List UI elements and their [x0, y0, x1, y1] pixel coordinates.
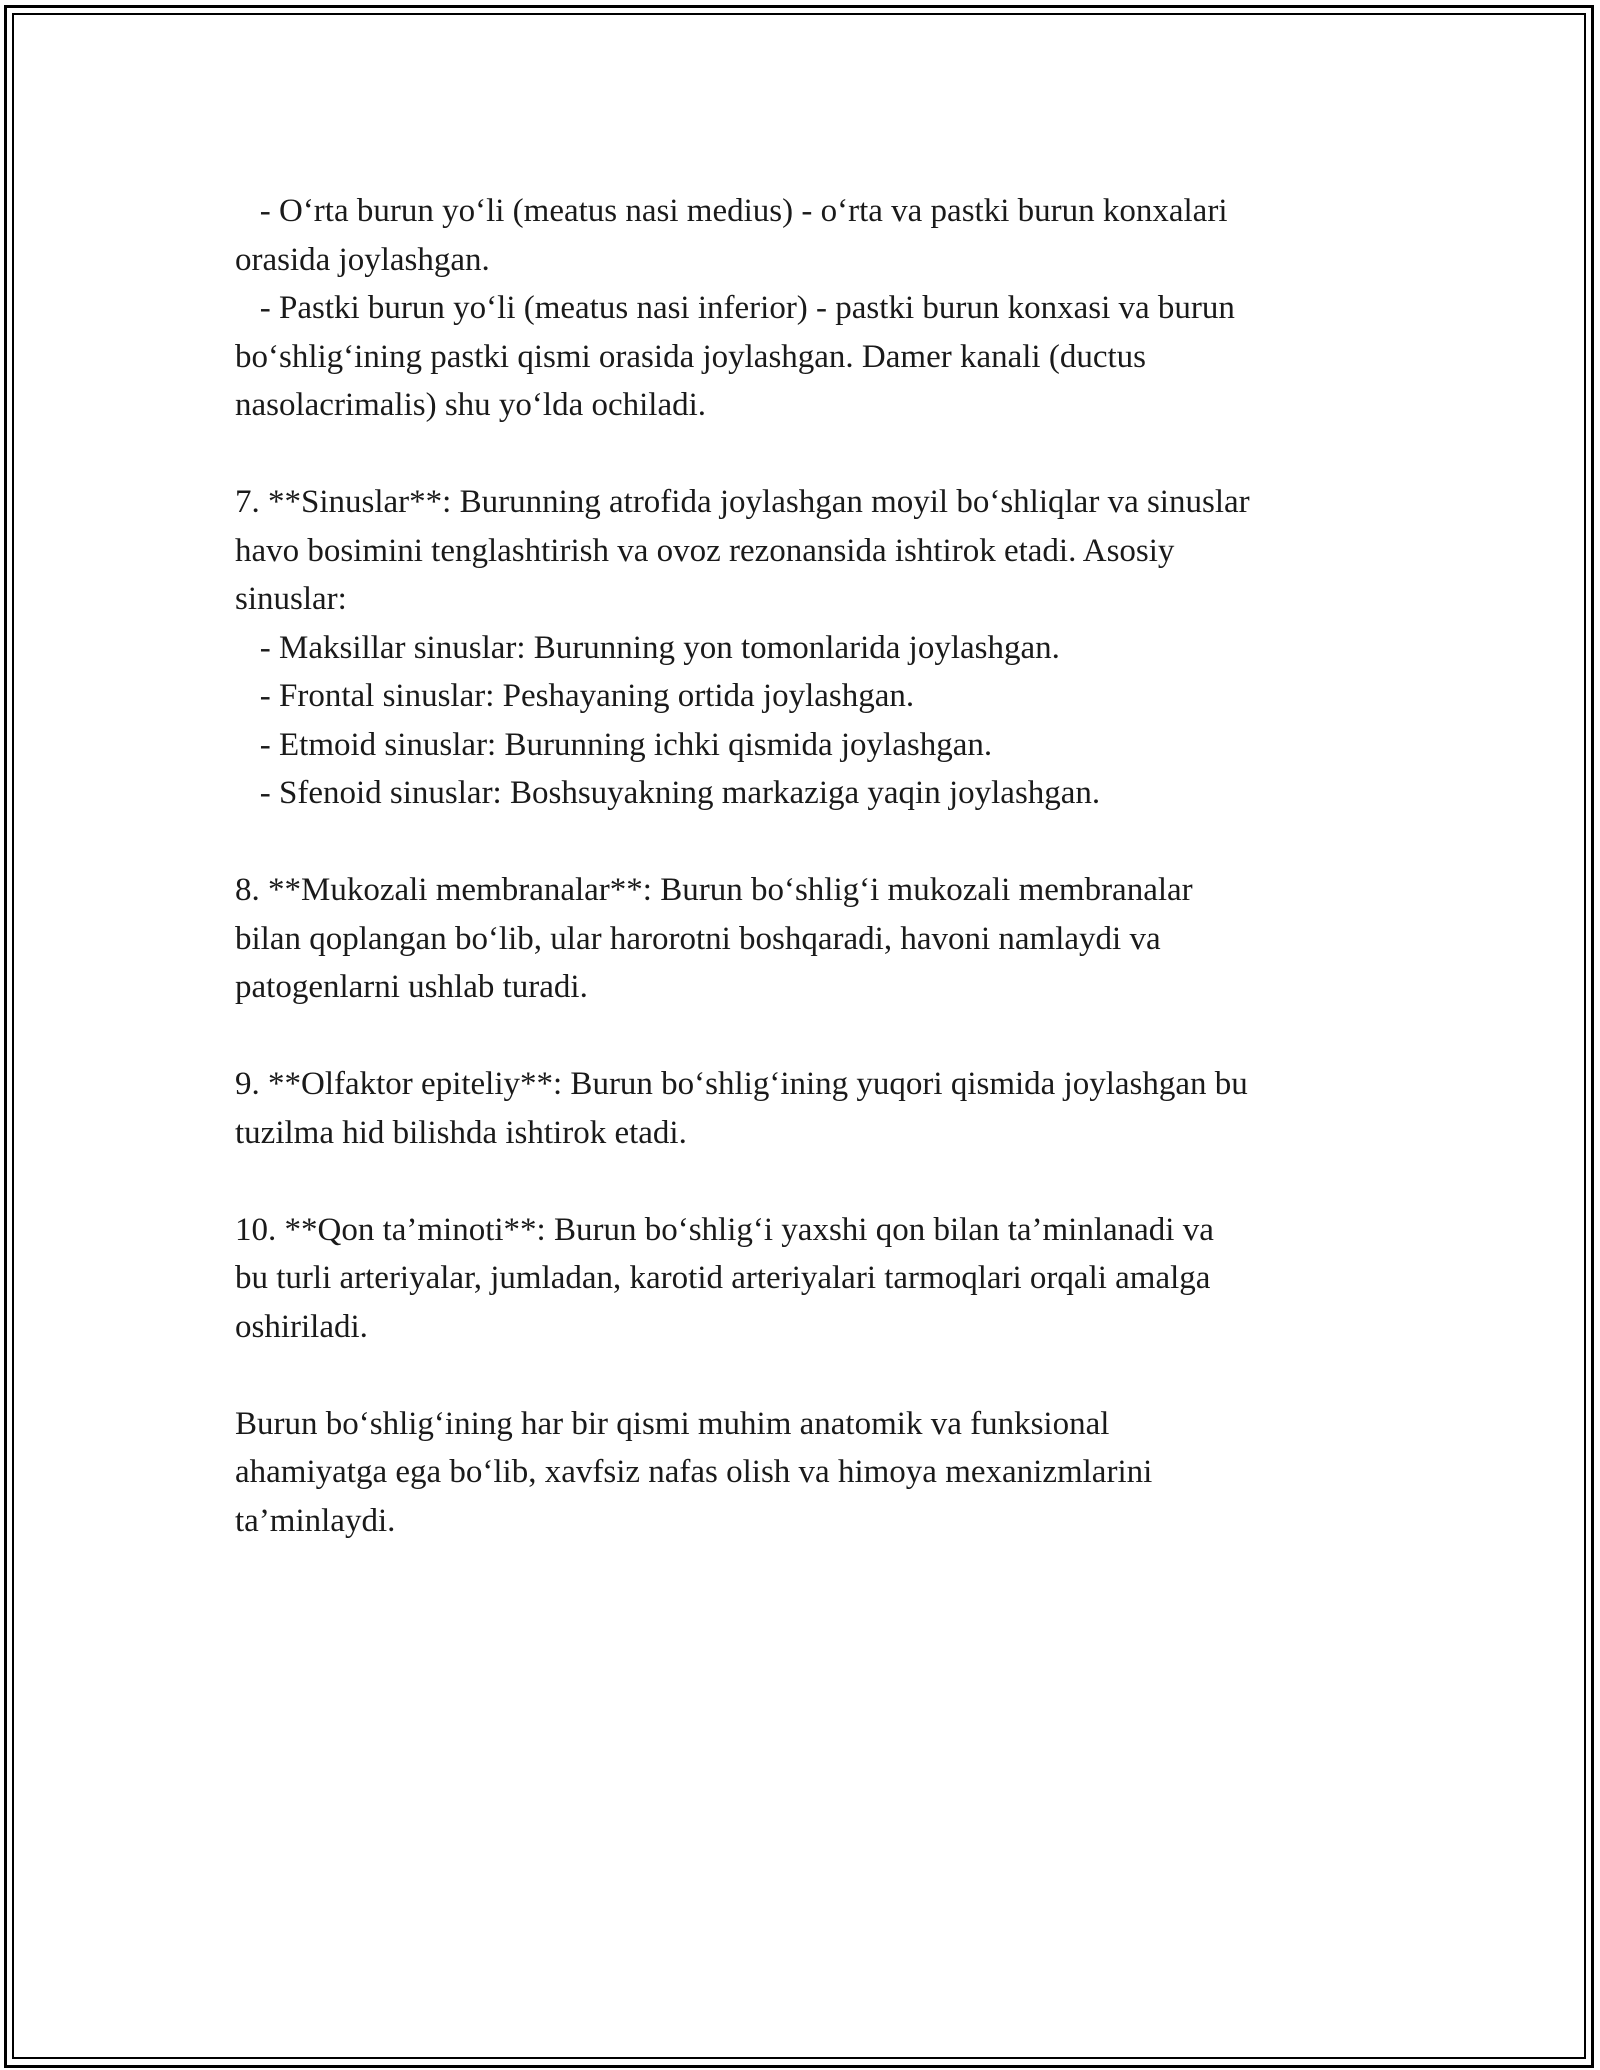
text-line: bilan qoplangan bo‘lib, ular harorotni boshqaradi, havoni namlaydi va — [235, 920, 1161, 957]
text-line: sinuslar: — [235, 581, 347, 617]
text-line: - O‘rta burun yo‘li (meatus nasi medius) - o‘rta va pastki burun konxalari — [235, 193, 1228, 229]
text-line: nasolacrimalis) shu yo‘lda ochiladi. — [235, 387, 707, 423]
text-line: bu turli arteriyalar, jumladan, karotid arteriyalari tarmoqlari orqali amalga — [235, 1260, 1211, 1296]
paragraph-gap — [235, 1012, 1385, 1061]
text-line: 7. **Sinuslar**: Burunning atrofida joylashgan moyil bo‘shliqlar va sinuslar — [235, 484, 1250, 520]
text-line: - Frontal sinuslar: Peshayaning ortida joylashgan. — [235, 678, 915, 714]
text-line: ta’minlaydi. — [235, 1502, 396, 1539]
document-body — [235, 187, 1385, 1545]
text-line: - Sfenoid sinuslar: Boshsuyakning markaziga yaqin joylashgan. — [235, 775, 1101, 811]
text-line: - Maksillar sinuslar: Burunning yon tomonlarida joylashgan. — [235, 629, 1060, 666]
text-line: 9. **Olfaktor epiteliy**: Burun bo‘shlig‘ining yuqori qismida joylashgan bu — [235, 1066, 1248, 1102]
text-line: 10. **Qon ta’minoti**: Burun bo‘shlig‘i yaxshi qon bilan ta’minlanadi va — [235, 1211, 1214, 1248]
text-line: ahamiyatga ega bo‘lib, xavfsiz nafas olish va himoya mexanizmlarini — [235, 1454, 1153, 1490]
text-line: havo bosimini tenglashtirish va ovoz rezonansida ishtirok etadi. Asosiy — [235, 532, 1175, 569]
paragraph-gap — [235, 1157, 1385, 1206]
paragraph-gap — [235, 430, 1385, 479]
text-line: tuzilma hid bilishda ishtirok etadi. — [235, 1114, 687, 1151]
text-line: bo‘shlig‘ining pastki qismi orasida joylashgan. Damer kanali (ductus — [235, 338, 1146, 375]
text-line: patogenlarni ushlab turadi. — [235, 969, 588, 1005]
paragraph-gap — [235, 1351, 1385, 1400]
text-line: oshiriladi. — [235, 1308, 368, 1345]
text-line: Burun bo‘shlig‘ining har bir qismi muhim anatomik va funksional — [235, 1405, 1110, 1442]
paragraph-gap — [235, 818, 1385, 867]
text-line: - Etmoid sinuslar: Burunning ichki qismida joylashgan. — [235, 726, 993, 763]
text-line: 8. **Mukozali membranalar**: Burun bo‘shlig‘i mukozali membranalar — [235, 872, 1193, 908]
text-line: orasida joylashgan. — [235, 241, 490, 278]
text-line: - Pastki burun yo‘li (meatus nasi inferior) - pastki burun konxasi va burun — [235, 290, 1235, 326]
